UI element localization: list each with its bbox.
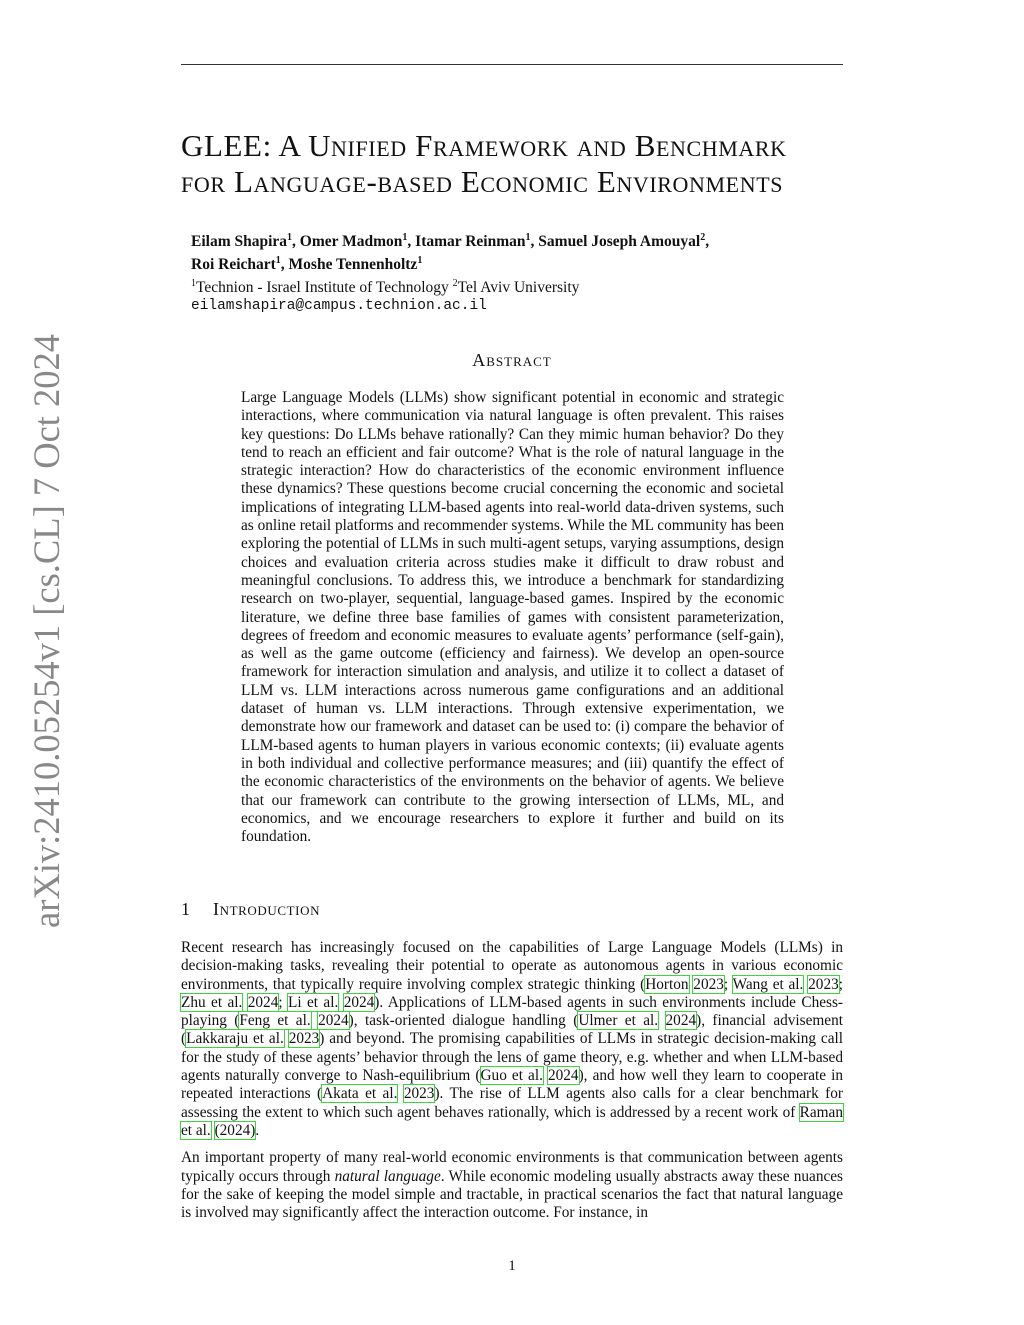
citation-year-link[interactable]: 2023 [808, 975, 839, 993]
section-heading-introduction [181, 899, 320, 920]
affiliation-mark: 1 [525, 232, 531, 243]
citation-year-link[interactable]: 2024 [318, 1012, 349, 1030]
abstract-heading: Abstract [472, 350, 552, 370]
citation-link[interactable]: Akata et al. [322, 1085, 398, 1103]
author-email[interactable]: eilamshapira@campus.technion.ac.il [191, 298, 487, 315]
top-rule [181, 64, 843, 65]
paragraph-text: Recent research has increasingly focused on the capabilities of Large Language Models (LLMs) in decision-making tasks, revealing their potential to operate as autonomous agents in various economic environments, that typically require involving complex strategic thinking ( [181, 939, 843, 993]
abstract-text: Large Language Models (LLMs) show significant potential in economic and strategic interactions, where communication via natural language is often prevalent. This raises key questions: Do LLMs behave rationally? Can they mimic human behavior? Do they tend to reach an efficient and fair outcome? What is the role of natural language in the strategic interaction? How do characteristics of the economic environment influence these dynamics? These questions become crucial concerning the economic and societal implications of integrating LLM-based agents into real-world data-driven systems, such as online retail platforms and recommender systems. While the ML community has been exploring the potential of LLMs in such multi-agent setups, varying assumptions, design choices and evaluation criteria across studies make it difficult to draw robust and meaningful conclusions. To address this, we introduce a benchmark for standardizing research on two-player, sequential, language-based games. Inspired by the economic literature, we define three base families of games with consistent parameterization, degrees of freedom and economic measures to evaluate agents’ performance (self-gain), as well as the game outcome (efficiency and fairness). We develop an open-source framework for interaction simulation and analysis, and utilize it to collect a dataset of LLM vs. LLM interactions across numerous game configurations and an additional dataset of human vs. LLM interactions. Through extensive experimentation, we demonstrate how our framework and dataset can be used to: (i) compare the behavior of LLM-based agents to human players in various economic contexts; (ii) evaluate agents in both individual and collective performance measures; and (iii) quantify the effect of the economic characteristics of the environments on the behavior of agents. We believe that our framework can contribute to the growing intersection of LLMs, ML, and economics, and we encourage researchers to explore it further and build on its foundation. [241, 389, 784, 846]
section-title: Introduction [213, 899, 321, 919]
separator: ; [838, 975, 843, 993]
citation-link[interactable]: Li et al. [288, 993, 339, 1011]
paragraph-text: . [255, 1121, 260, 1139]
citation-link[interactable]: Guo et al. [480, 1067, 543, 1085]
author-name: Omer Madmon [299, 233, 403, 251]
title-line-1: GLEE: A Unified Framework and Benchmark [181, 128, 787, 163]
section-number: 1 [181, 899, 191, 919]
arxiv-sidebar [24, 333, 74, 928]
author-name: Roi Reichart [191, 256, 276, 274]
paragraph-text: ). The rise of LLM agents also calls for a clear benchmark for assessing the extent to which such agent behaves rationally, which is addressed by a recent work of [181, 1085, 844, 1121]
author-name: Moshe Tennenholtz [288, 256, 418, 274]
citation-year-link[interactable]: 2023 [403, 1085, 435, 1103]
affiliation-number: 2 [452, 278, 458, 290]
author-name: Eilam Shapira [191, 233, 288, 251]
intro-paragraph-1 [181, 939, 843, 1140]
paragraph-text: An important property of many real-world economic environments is that communication between agents typically occurs through [181, 1149, 843, 1185]
citation-link[interactable]: Ulmer et al. [578, 1012, 659, 1030]
author-name: Itamar Reinman [415, 233, 526, 251]
citation-year-link[interactable]: 2024 [343, 993, 375, 1011]
author-block [191, 228, 831, 316]
affiliation-number: 1 [191, 278, 196, 290]
citation-year-link[interactable]: 2023 [288, 1030, 320, 1048]
citation-link[interactable]: Horton [645, 975, 689, 993]
separator: ; [278, 993, 288, 1011]
citation-year-link[interactable]: 2024 [547, 1067, 579, 1085]
emphasis-text: natural language [334, 1167, 441, 1185]
paragraph-text: ), and how well they learn to cooperate in repeated interactions ( [181, 1067, 844, 1103]
affiliation-mark: 1 [417, 255, 423, 267]
introduction-body [181, 939, 843, 1231]
affiliations [191, 274, 831, 297]
paper-title [181, 128, 861, 200]
paragraph-text: ) and beyond. The promising capabilities of LLMs in strategic decision-making call for the study of these agents’ behavior through the lens of game theory, e.g. whether and when LLM-based agents naturally converge to Nash-equilibrium ( [181, 1030, 843, 1085]
citation-link[interactable]: Feng et al. [239, 1012, 311, 1030]
paragraph-text: ), task-oriented dialogue handling ( [348, 1012, 579, 1030]
intro-paragraph-2 [181, 1149, 843, 1222]
affiliation-mark: 1 [275, 255, 281, 267]
page-number: 1 [508, 1258, 516, 1274]
citation-year-link[interactable]: (2024) [214, 1121, 256, 1139]
citation-year-link[interactable]: 2024 [247, 993, 279, 1011]
affiliation-1: Technion - Israel Institute of Technology [196, 279, 449, 297]
citation-link[interactable]: Lakkaraju et al. [186, 1030, 284, 1048]
paragraph-text: . While economic modeling usually abstracts away these nuances for the sake of keeping the model simple and tractable, in practical scenarios the fact that natural language is involved may significantly affect the interaction outcome. For instance, in [181, 1167, 843, 1222]
separator: ; [723, 975, 733, 993]
citation-link[interactable]: Zhu et al. [181, 993, 243, 1011]
paragraph-text: ), financial advisement ( [181, 1012, 843, 1048]
citation-link[interactable]: Wang et al. [732, 975, 804, 993]
authors-line-2: Roi Reichart$^1$, Moshe Tennenholtz$^1$ [191, 255, 423, 274]
arxiv-identifier[interactable]: arXiv:2410.05254v1 [cs.CL] 7 Oct 2024 [26, 333, 67, 928]
title-line-2: for Language-based Economic Environments [181, 164, 784, 199]
affiliation-2: Tel Aviv University [457, 279, 580, 297]
citation-year-link[interactable]: 2024 [665, 1012, 697, 1030]
citation-year-link[interactable]: 2023 [693, 975, 724, 993]
citation-link[interactable]: Raman et al. [181, 1103, 843, 1139]
affiliation-mark: 1 [287, 232, 293, 243]
abstract-body [241, 389, 784, 846]
affiliation-mark: 2 [700, 232, 706, 243]
author-name: Samuel Joseph Amouyal [538, 233, 701, 251]
affiliation-mark: 1 [402, 232, 408, 243]
paragraph-text: ). Applications of LLM-based agents in such environments include Chess-playing ( [181, 993, 844, 1030]
authors-line-1: Eilam Shapira$^1$, Omer Madmon$^1$, Itamar Reinman$^1$, Samuel Joseph Amouyal$^2$, [191, 232, 710, 251]
